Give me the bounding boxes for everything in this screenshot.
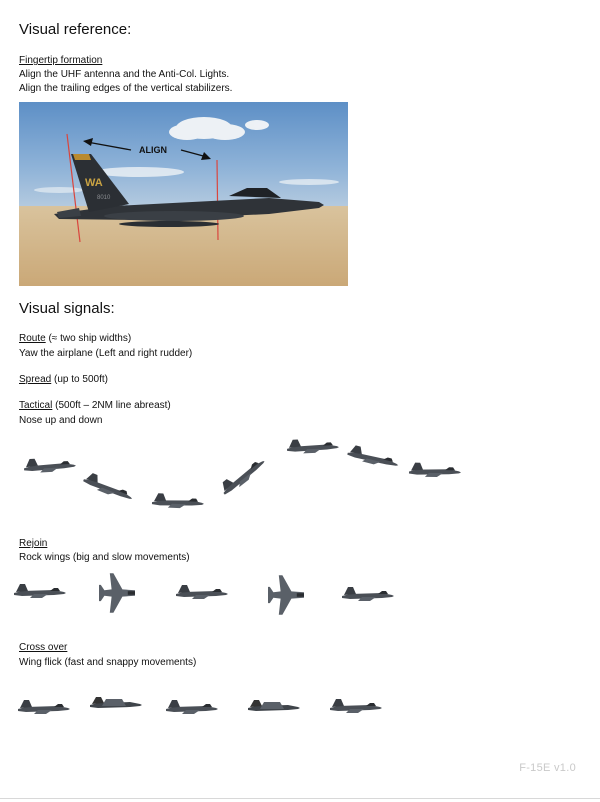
- jet-icon: [176, 585, 228, 599]
- align-stabilizers-text: Align the trailing edges of the vertical stabilizers.: [19, 83, 233, 94]
- document-version-footer: F-15E v1.0: [519, 762, 576, 774]
- rejoin-jets-illustration: [0, 570, 600, 620]
- jet-icon: [287, 438, 339, 454]
- tail-code: WA: [85, 177, 103, 189]
- tactical-label: Tactical: [19, 400, 53, 411]
- jet-icon: [152, 493, 204, 509]
- jet-icon: [24, 457, 77, 474]
- jet-icon: [347, 444, 401, 470]
- page-bottom-divider: [0, 798, 600, 799]
- jet-icon: [342, 587, 394, 601]
- visual-signals-heading: Visual signals:: [19, 300, 115, 317]
- jet-icon: [99, 573, 135, 613]
- jet-icon: [90, 697, 142, 708]
- jet-icon: [330, 699, 382, 713]
- jet-icon: [268, 575, 304, 615]
- spread-label: Spread: [19, 374, 52, 385]
- tactical-detail: (500ft – 2NM line abreast): [52, 400, 171, 411]
- crossover-label: Cross over: [19, 642, 68, 653]
- crossover-action: Wing flick (fast and snappy movements): [19, 657, 197, 668]
- align-antenna-text: Align the UHF antenna and the Anti-Col. Lights.: [19, 69, 230, 80]
- spread-signal: [19, 373, 108, 386]
- rejoin-label: Rejoin: [19, 538, 48, 549]
- fingertip-formation-label: Fingertip formation: [19, 55, 103, 66]
- tactical-jets-illustration: [0, 435, 600, 515]
- crossover-jets-illustration: [0, 690, 600, 730]
- spread-detail: (up to 500ft): [51, 374, 108, 385]
- tail-serial: 8010: [97, 195, 111, 201]
- jet-icon: [14, 584, 66, 598]
- jet-icon: [218, 454, 268, 497]
- jet-icon: [248, 700, 300, 711]
- jet-icon: [409, 463, 461, 478]
- jet-icon: [82, 471, 135, 503]
- route-label: Route: [19, 333, 46, 344]
- align-label: ALIGN: [139, 145, 167, 155]
- jet-icon: [18, 700, 70, 714]
- formation-reference-photo: [19, 102, 348, 286]
- tactical-action: Nose up and down: [19, 415, 103, 426]
- visual-reference-heading: Visual reference:: [19, 21, 132, 38]
- jet-icon: [166, 700, 218, 714]
- route-action: Yaw the airplane (Left and right rudder): [19, 348, 193, 359]
- route-signal: [19, 332, 131, 345]
- rejoin-action: Rock wings (big and slow movements): [19, 552, 190, 563]
- tactical-signal: [19, 399, 171, 412]
- route-detail: (≈ two ship widths): [45, 333, 132, 344]
